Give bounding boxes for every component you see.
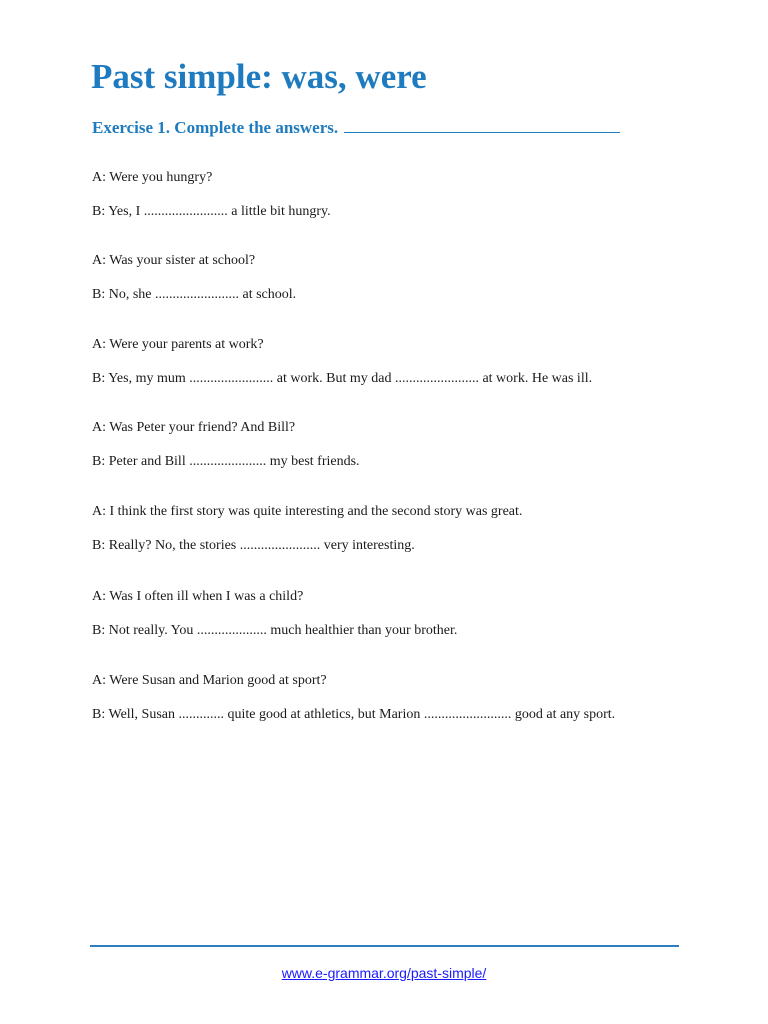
exercise-heading-text: Exercise 1. Complete the answers. — [92, 118, 339, 137]
dialogue-answer: B: Really? No, the stories ....................... very interesting. — [92, 538, 415, 553]
dialogue-answer: B: Peter and Bill ...................... my best friends. — [92, 454, 360, 469]
dialogue-question: A: Were you hungry? — [92, 170, 213, 185]
dialogue-question: A: Was Peter your friend? And Bill? — [92, 420, 296, 435]
dialogue-answer: B: Well, Susan ............. quite good at athletics, but Marion ......................... good at any sport. — [92, 707, 616, 722]
dialogue-question: A: Was I often ill when I was a child? — [92, 589, 304, 604]
exercise-heading-blank-line — [344, 115, 620, 133]
page-title: Past simple: was, were — [91, 57, 427, 96]
dialogue-answer: B: Yes, I ........................ a little bit hungry. — [92, 204, 331, 219]
dialogue-question: A: Was your sister at school? — [92, 253, 256, 268]
footer-website-link[interactable]: www.e-grammar.org/past-simple/ — [281, 965, 487, 981]
dialogue-question: A: I think the first story was quite interesting and the second story was great. — [92, 504, 523, 519]
dialogue-question: A: Were your parents at work? — [92, 337, 264, 352]
exercise-heading — [92, 115, 620, 140]
dialogue-answer: B: Yes, my mum ........................ at work. But my dad ........................ at work. He was ill. — [92, 371, 593, 386]
dialogue-answer: B: Not really. You .................... much healthier than your brother. — [92, 623, 458, 638]
footer-divider — [90, 945, 679, 947]
dialogue-question: A: Were Susan and Marion good at sport? — [92, 673, 327, 688]
dialogue-answer: B: No, she ........................ at school. — [92, 287, 297, 302]
